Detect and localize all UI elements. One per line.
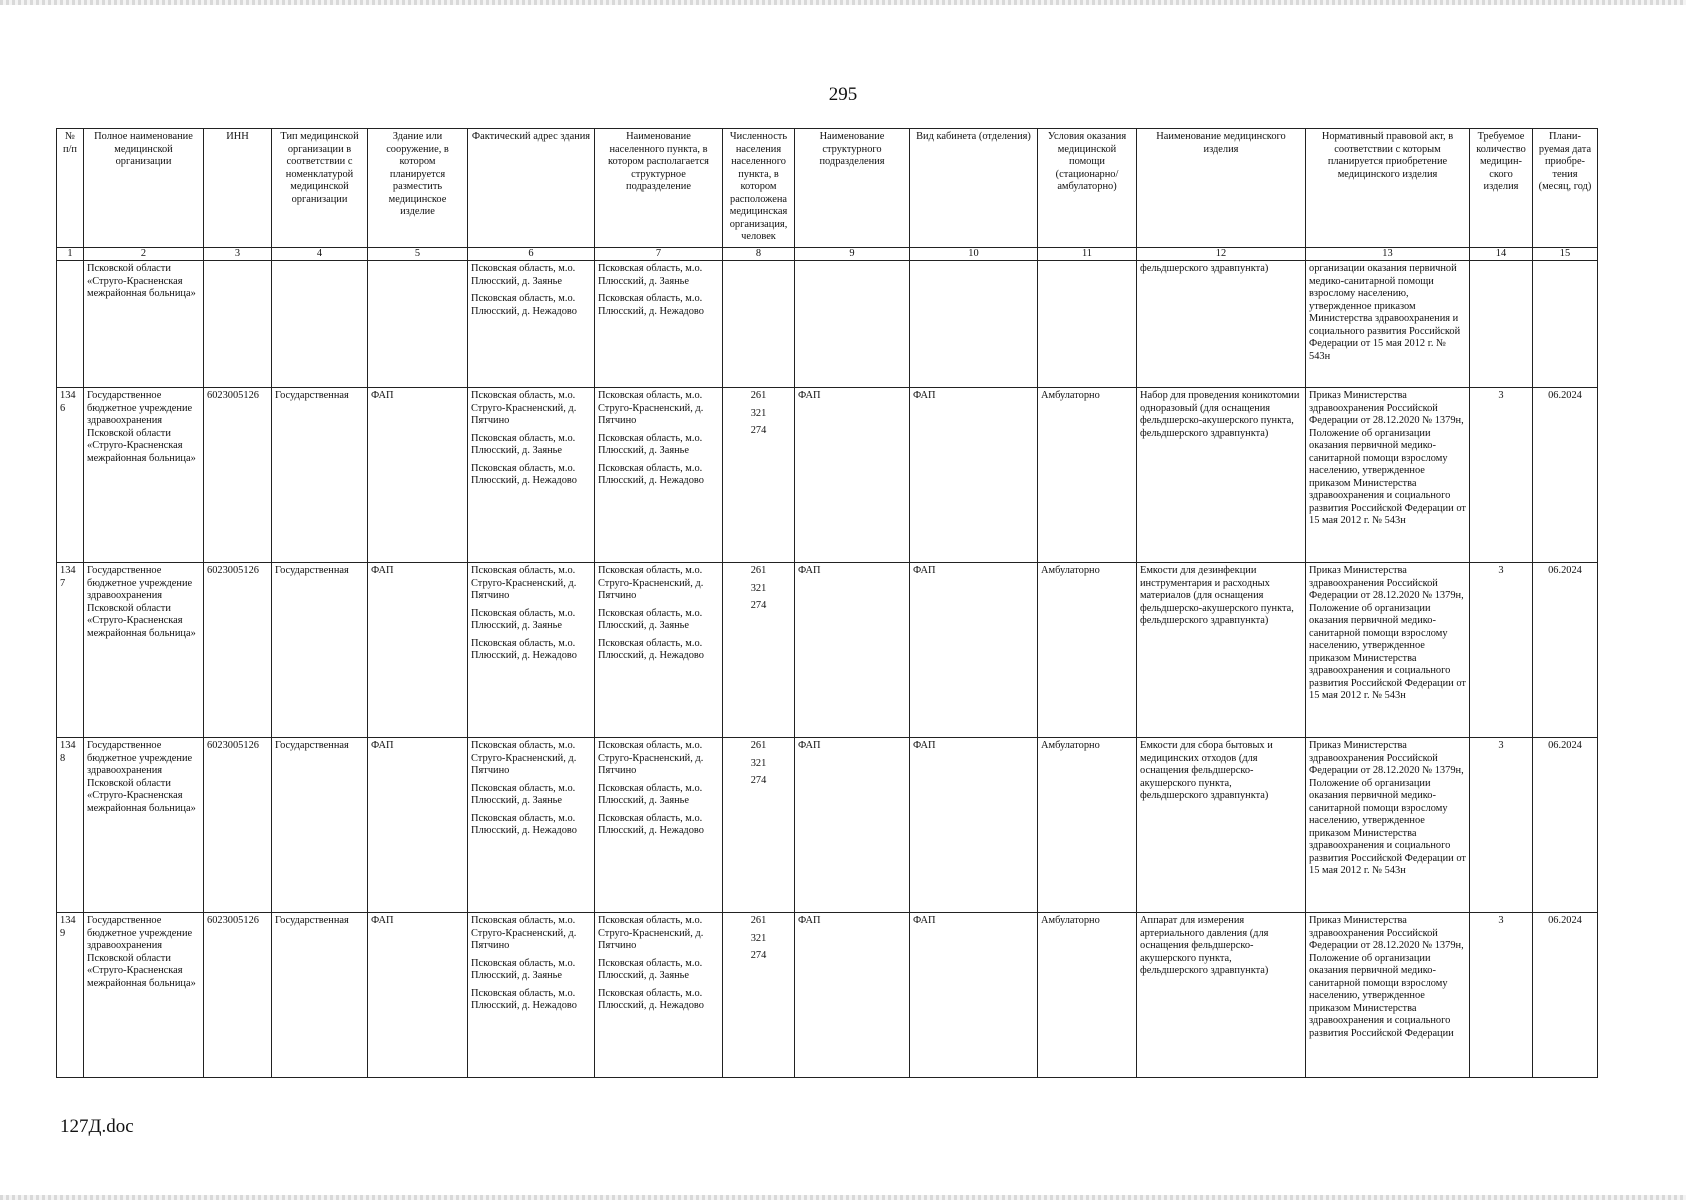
cell-qty: 3	[1470, 738, 1533, 913]
cell-cabinet	[910, 261, 1038, 388]
cell-population	[723, 563, 795, 738]
cell-type	[272, 261, 368, 388]
cell-unit: ФАП	[795, 738, 910, 913]
population-value: 321	[750, 407, 767, 419]
cell-device: Аппарат для измерения артериального давления (для оснащения фельдшерско-акушерского пункта, фельдшерского здравпункта)	[1137, 913, 1306, 1078]
cell-cabinet: ФАП	[910, 563, 1038, 738]
cell-date: 06.2024	[1533, 738, 1598, 913]
column-number: 8	[723, 248, 795, 261]
cell-date	[1533, 261, 1598, 388]
settlement-line: Псковская область, м.о. Струго-Красненский, д. Пятчино	[598, 565, 704, 601]
document-filename: 127Д.doc	[60, 1116, 134, 1137]
cell-qty	[1470, 261, 1533, 388]
cell-building: ФАП	[368, 738, 468, 913]
address-line: Псковская область, м.о. Плюсский, д. Заянье	[471, 432, 576, 456]
settlement-line: Псковская область, м.о. Струго-Красненский, д. Пятчино	[598, 740, 704, 776]
cell-addresses	[468, 738, 595, 913]
cell-inn: 6023005126	[204, 563, 272, 738]
address-line: Псковская область, м.о. Струго-Красненский, д. Пятчино	[471, 565, 577, 601]
population-value: 261	[750, 915, 767, 926]
cell-qty: 3	[1470, 563, 1533, 738]
cell-device: фельдшерского здравпункта)	[1137, 261, 1306, 388]
header-cell: Численность населения населенного пункта, в котором расположена медицинская организация, человек	[723, 129, 795, 248]
column-number-row	[57, 248, 1598, 261]
population-value: 321	[750, 757, 767, 769]
population-value: 321	[750, 582, 767, 594]
settlement-line: Псковская область, м.о. Струго-Красненский, д. Пятчино	[598, 915, 704, 951]
cell-settlements	[595, 738, 723, 913]
cell-device: Набор для проведения коникотомии одноразовый (для оснащения фельдшерско-акушерского пункта, фельдшерского здравпункта)	[1137, 388, 1306, 563]
column-number: 1	[57, 248, 84, 261]
column-number: 6	[468, 248, 595, 261]
settlement-line: Псковская область, м.о. Плюсский, д. Заянье	[598, 957, 703, 981]
header-cell: Наименование населенного пункта, в котором располагается структурное подразделение	[595, 129, 723, 248]
cell-conditions	[1038, 261, 1137, 388]
settlement-line: Псковская область, м.о. Струго-Красненский, д. Пятчино	[598, 390, 704, 426]
settlement-line: Псковская область, м.о. Плюсский, д. Заянье	[598, 432, 703, 456]
column-number: 4	[272, 248, 368, 261]
address-line: Псковская область, м.о. Плюсский, д. Нежадово	[471, 812, 577, 836]
population-value: 261	[750, 390, 767, 401]
cell-unit: ФАП	[795, 563, 910, 738]
table-row	[57, 563, 1598, 738]
cell-num: 1347	[57, 563, 84, 738]
cell-inn	[204, 261, 272, 388]
settlement-line: Псковская область, м.о. Плюсский, д. Нежадово	[598, 637, 704, 661]
cell-population	[723, 913, 795, 1078]
cell-type: Государственная	[272, 913, 368, 1078]
header-cell: Нормативный правовой акт, в соответствии с которым планируется приобретение медицинского изделия	[1306, 129, 1470, 248]
header-cell: Здание или сооружение, в котором планируется разместить медицинское изделие	[368, 129, 468, 248]
settlement-line: Псковская область, м.о. Плюсский, д. Нежадово	[598, 293, 704, 317]
address-line: Псковская область, м.о. Плюсский, д. Заянье	[471, 263, 576, 287]
population-value: 261	[750, 740, 767, 751]
header-cell: Фактический адрес здания	[468, 129, 595, 248]
cell-date: 06.2024	[1533, 388, 1598, 563]
header-cell: Требуемое количество медицин-ского изделия	[1470, 129, 1533, 248]
address-line: Псковская область, м.о. Плюсский, д. Заянье	[471, 957, 576, 981]
cell-org: Псковской области «Струго-Красненская межрайонная больница»	[84, 261, 204, 388]
cell-type: Государственная	[272, 738, 368, 913]
cell-conditions: Амбулаторно	[1038, 388, 1137, 563]
column-number: 13	[1306, 248, 1470, 261]
cell-cabinet: ФАП	[910, 913, 1038, 1078]
header-cell: Условия оказания медицинской помощи (стационарно/ амбулаторно)	[1038, 129, 1137, 248]
address-line: Псковская область, м.о. Плюсский, д. Нежадово	[471, 462, 577, 486]
cell-settlements	[595, 563, 723, 738]
column-number: 2	[84, 248, 204, 261]
cell-settlements	[595, 388, 723, 563]
column-number: 11	[1038, 248, 1137, 261]
settlement-line: Псковская область, м.о. Плюсский, д. Заянье	[598, 607, 703, 631]
cell-qty: 3	[1470, 388, 1533, 563]
cell-num: 1346	[57, 388, 84, 563]
column-number: 9	[795, 248, 910, 261]
cell-act: Приказ Министерства здравоохранения Российской Федерации от 28.12.2020 № 1379н, Положение об организации оказания первичной медико-санитарной помощи взрослому населению, утвержденное приказом Министерства здравоохранения и социального развития Российской Федерации	[1306, 913, 1470, 1078]
header-cell: ИНН	[204, 129, 272, 248]
header-cell: Вид кабинета (отделения)	[910, 129, 1038, 248]
cell-addresses	[468, 913, 595, 1078]
cell-addresses	[468, 563, 595, 738]
cell-addresses	[468, 261, 595, 388]
address-line: Псковская область, м.о. Струго-Красненский, д. Пятчино	[471, 740, 577, 776]
cell-act: Приказ Министерства здравоохранения Российской Федерации от 28.12.2020 № 1379н, Положение об организации оказания первичной медико-санитарной помощи взрослому населению, утвержденное приказом Министерства здравоохранения и социального развития Российской Федерации от 15 мая 2012 г. № 543н	[1306, 563, 1470, 738]
column-number: 3	[204, 248, 272, 261]
cell-building: ФАП	[368, 913, 468, 1078]
population-value: 274	[750, 600, 767, 611]
scan-edge-bottom	[0, 1195, 1686, 1200]
cell-conditions: Амбулаторно	[1038, 738, 1137, 913]
cell-org: Государственное бюджетное учреждение здравоохранения Псковской области «Струго-Красненская межрайонная больница»	[84, 388, 204, 563]
cell-cabinet: ФАП	[910, 388, 1038, 563]
cell-building: ФАП	[368, 388, 468, 563]
cell-inn: 6023005126	[204, 913, 272, 1078]
table-row	[57, 913, 1598, 1078]
header-cell: Тип медицинской организации в соответствии с номенклатурой медицинской организации	[272, 129, 368, 248]
column-number: 10	[910, 248, 1038, 261]
column-number: 15	[1533, 248, 1598, 261]
cell-date: 06.2024	[1533, 913, 1598, 1078]
column-number: 5	[368, 248, 468, 261]
table-row	[57, 388, 1598, 563]
settlement-line: Псковская область, м.о. Плюсский, д. Нежадово	[598, 812, 704, 836]
settlement-line: Псковская область, м.о. Плюсский, д. Нежадово	[598, 462, 704, 486]
population-value: 321	[750, 932, 767, 944]
cell-qty: 3	[1470, 913, 1533, 1078]
header-cell: Плани-руемая дата приобре-тения (месяц, год)	[1533, 129, 1598, 248]
address-line: Псковская область, м.о. Плюсский, д. Заянье	[471, 782, 576, 806]
address-line: Псковская область, м.о. Плюсский, д. Нежадово	[471, 637, 577, 661]
cell-settlements	[595, 913, 723, 1078]
population-value: 274	[750, 425, 767, 436]
column-number: 12	[1137, 248, 1306, 261]
cell-addresses	[468, 388, 595, 563]
cell-unit: ФАП	[795, 388, 910, 563]
cell-act: организации оказания первичной медико-санитарной помощи взрослому населению, утвержденное приказом Министерства здравоохранения и социального развития Российской Федерации от 15 мая 2012 г. № 543н	[1306, 261, 1470, 388]
scan-edge-top	[0, 0, 1686, 5]
continuation-row	[57, 261, 1598, 388]
column-number: 14	[1470, 248, 1533, 261]
header-cell: № п/п	[57, 129, 84, 248]
settlement-line: Псковская область, м.о. Плюсский, д. Заянье	[598, 782, 703, 806]
cell-num: 1348	[57, 738, 84, 913]
cell-device: Емкости для дезинфекции инструментария и расходных материалов (для оснащения фельдшерско-акушерского пункта, фельдшерского здравпункта)	[1137, 563, 1306, 738]
population-value: 261	[750, 565, 767, 576]
cell-device: Емкости для сбора бытовых и медицинских отходов (для оснащения фельдшерско-акушерского пункта, фельдшерского здравпункта)	[1137, 738, 1306, 913]
cell-conditions: Амбулаторно	[1038, 913, 1137, 1078]
equipment-table	[56, 128, 1598, 1078]
cell-unit	[795, 261, 910, 388]
address-line: Псковская область, м.о. Плюсский, д. Нежадово	[471, 293, 577, 317]
settlement-line: Псковская область, м.о. Плюсский, д. Нежадово	[598, 987, 704, 1011]
cell-act: Приказ Министерства здравоохранения Российской Федерации от 28.12.2020 № 1379н, Положение об организации оказания первичной медико-санитарной помощи взрослому населению, утвержденное приказом Министерства здравоохранения и социального развития Российской Федерации от 15 мая 2012 г. № 543н	[1306, 738, 1470, 913]
address-line: Псковская область, м.о. Плюсский, д. Нежадово	[471, 987, 577, 1011]
cell-building	[368, 261, 468, 388]
cell-type: Государственная	[272, 388, 368, 563]
cell-population	[723, 738, 795, 913]
cell-type: Государственная	[272, 563, 368, 738]
cell-building: ФАП	[368, 563, 468, 738]
population-value: 274	[750, 950, 767, 961]
cell-date: 06.2024	[1533, 563, 1598, 738]
column-number: 7	[595, 248, 723, 261]
cell-inn: 6023005126	[204, 388, 272, 563]
header-cell: Полное наименование медицинской организации	[84, 129, 204, 248]
cell-org: Государственное бюджетное учреждение здравоохранения Псковской области «Струго-Красненская межрайонная больница»	[84, 913, 204, 1078]
cell-inn: 6023005126	[204, 738, 272, 913]
cell-act: Приказ Министерства здравоохранения Российской Федерации от 28.12.2020 № 1379н, Положение об организации оказания первичной медико-санитарной помощи взрослому населению, утвержденное приказом Министерства здравоохранения и социального развития Российской Федерации от 15 мая 2012 г. № 543н	[1306, 388, 1470, 563]
page-number: 295	[828, 84, 858, 105]
cell-num: 1349	[57, 913, 84, 1078]
cell-conditions: Амбулаторно	[1038, 563, 1137, 738]
cell-settlements	[595, 261, 723, 388]
address-line: Псковская область, м.о. Струго-Красненский, д. Пятчино	[471, 390, 577, 426]
address-line: Псковская область, м.о. Струго-Красненский, д. Пятчино	[471, 915, 577, 951]
table-row	[57, 738, 1598, 913]
header-cell: Наименование структурного подразделения	[795, 129, 910, 248]
cell-unit: ФАП	[795, 913, 910, 1078]
cell-population	[723, 388, 795, 563]
header-row	[57, 129, 1598, 248]
cell-population	[723, 261, 795, 388]
header-cell: Наименование медицинского изделия	[1137, 129, 1306, 248]
cell-cabinet: ФАП	[910, 738, 1038, 913]
cell-org: Государственное бюджетное учреждение здравоохранения Псковской области «Струго-Красненская межрайонная больница»	[84, 738, 204, 913]
population-value: 274	[750, 775, 767, 786]
address-line: Псковская область, м.о. Плюсский, д. Заянье	[471, 607, 576, 631]
cell-org: Государственное бюджетное учреждение здравоохранения Псковской области «Струго-Красненская межрайонная больница»	[84, 563, 204, 738]
settlement-line: Псковская область, м.о. Плюсский, д. Заянье	[598, 263, 703, 287]
cell-num	[57, 261, 84, 388]
